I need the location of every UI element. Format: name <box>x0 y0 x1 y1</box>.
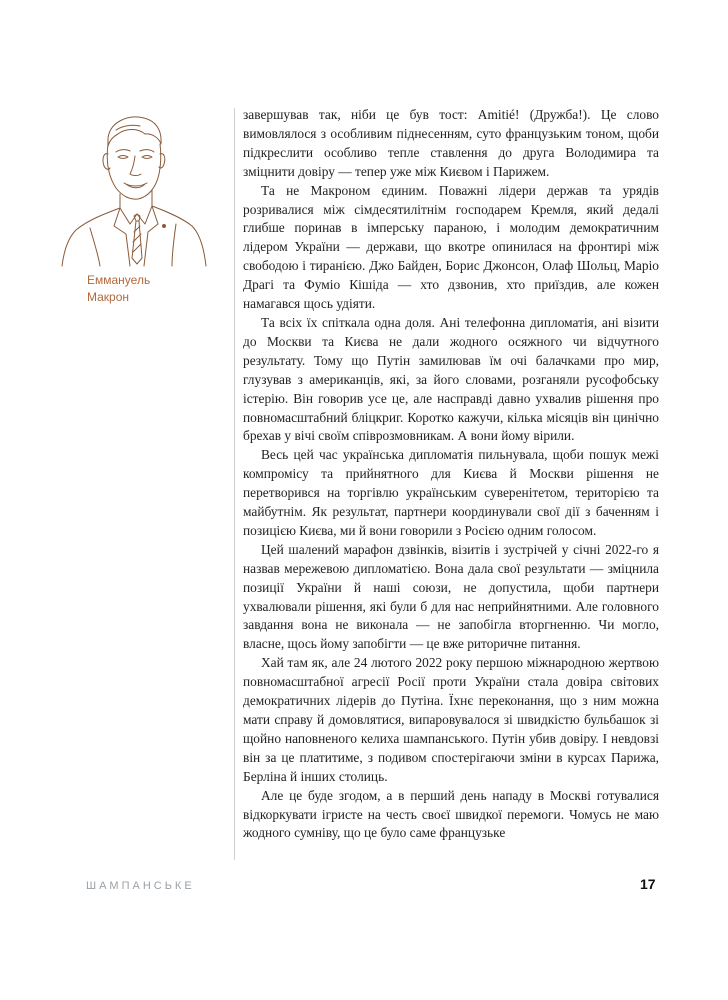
page-number: 17 <box>640 876 656 892</box>
column-divider <box>234 108 235 860</box>
portrait-caption <box>87 272 197 306</box>
caption-line-1: Еммануель <box>87 273 151 287</box>
paragraph: Та не Макроном єдиним. Поважні лідери держав та урядів розривалися між сімдесятилітнім господарем Кремля, який дедалі глибше поринав в імперську параною, і молодим демократичним лідером України — держави, що вкотре опинилася на фронтирі між свободою і тиранією. Джо Байден, Борис Джонсон, Олаф Шольц, Маріо Драгі та Фуміо Кішіда — хто дзвонив, хто приїздив, але кожен намагався щось удіяти. <box>243 182 659 312</box>
body-text <box>243 106 659 843</box>
caption-line-2: Макрон <box>87 290 130 304</box>
paragraph: завершував так, ніби це був тост: Amitié! (Дружба!). Це слово вимовлялося з особливим піднесенням, суто французьким тоном, щоби підкреслити особливо тепле ставлення до друга Володимира та зміцнити довіру — тепер уже між Києвом і Парижем. <box>243 107 659 179</box>
running-title: ШАМПАНСЬКЕ <box>86 880 195 892</box>
paragraph: Та всіх їх спіткала одна доля. Ані телефонна дипломатія, ані візити до Москви та Києва не дали жодного осяжного чи відчутного результату. Тому що Путін замилював їм очі балачками про мир, глузував з американців, які, за його словами, розганяли русофобську істерію. Він говорив усе це, але насправді давно ухвалив рішення про повномасштабний бліцкриг. Коротко кажучи, кілька місяців він цинічно брехав у вічі своїм співрозмовникам. А вони йому вірили. <box>243 314 659 444</box>
paragraph: Цей шалений марафон дзвінків, візитів і зустрічей у січні 2022-го я назвав мережевою дипломатією. Вона дала свої результати — зміцнила позиції України й наші союзи, не допустила, щоби партнери ухвалювали рішення, які були б для нас неприйнятними. Але головного завдання вона не виконала — не запобігла вторгненню. Чи могло, власне, щось йому запобігти — це вже риторичне питання. <box>243 541 659 652</box>
paragraph: Хай там як, але 24 лютого 2022 року першою міжнародною жертвою повномасштабної агресії Росії проти України стала довіра світових демократичних лідерів до Путіна. Їхнє переконання, що з ним можна мати справу й домовлятися, випаровувалося зі швидкістю бульбашок зі щойно наповненого келиха шампанського. Путін убив довіру. І невдовзі він за це платитиме, з подивом спостерігаючи зміни в курсах Парижа, Берліна й інших столиць. <box>243 655 659 784</box>
portrait-illustration <box>50 108 210 268</box>
paragraph: Весь цей час українська дипломатія пильнувала, щоби пошук межі компромісу та прийнятного для Києва й Москви рішення не перетворився на торгівлю українським суверенітетом, територією та майбутнім. Як результат, партнери координували свої дії з баченням і позицією Києва, ми й вони говорили з Росією одним голосом. <box>243 447 659 538</box>
paragraph: Але це буде згодом, а в перший день нападу в Москві готувалися відкоркувати ігристе на честь своєї швидкої перемоги. Чомусь не маю жодного сумніву, що це було саме французьке <box>243 787 659 841</box>
